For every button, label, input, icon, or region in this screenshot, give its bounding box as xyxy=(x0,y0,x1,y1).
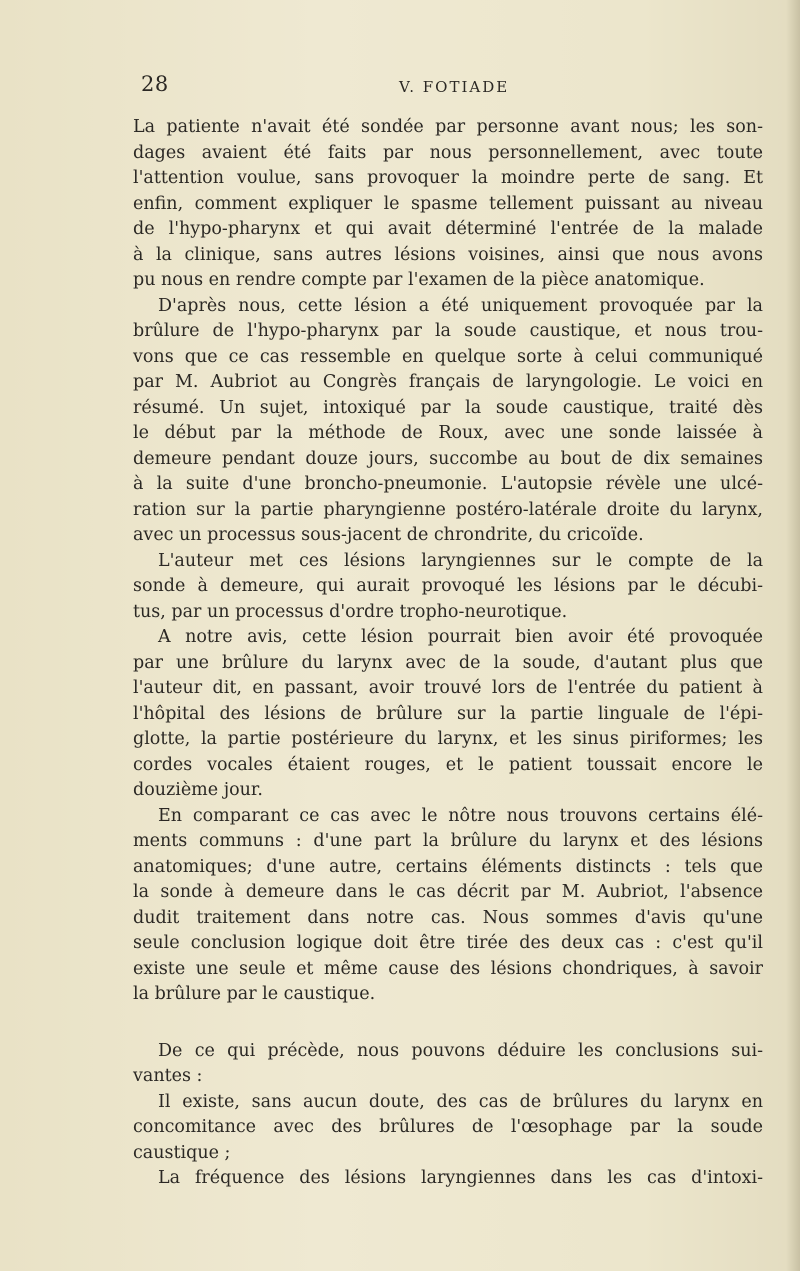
text-line: En comparant ce cas avec le nôtre nous trouvons certains élé- xyxy=(158,805,763,826)
text-line: la sonde à demeure dans le cas décrit par M. Aubriot, l'absence xyxy=(133,882,763,902)
text-line: seule conclusion logique doit être tirée des deux cas : c'est qu'il xyxy=(133,933,763,953)
page-edge-shadow xyxy=(786,0,800,1271)
section-gap xyxy=(133,1008,763,1039)
text-line: demeure pendant douze jours, succombe au bout de dix semaines xyxy=(133,448,763,469)
text-line: résumé. Un sujet, intoxiqué par la soude caustique, traité dès xyxy=(133,397,763,418)
page-number: 28 xyxy=(141,72,169,96)
text-line: La fréquence des lésions laryngiennes dans les cas d'intoxi- xyxy=(158,1168,763,1188)
text-line: concomitance avec des brûlures de l'œsophage par la soude xyxy=(133,1117,763,1137)
text-line: à la suite d'une broncho-pneumonie. L'autopsie révèle une ulcé- xyxy=(133,474,763,494)
text-line: cordes vocales étaient rouges, et le patient toussait encore le xyxy=(133,754,763,775)
running-head: V. FOTIADE xyxy=(399,78,510,96)
text-line: l'hôpital des lésions de brûlure sur la partie linguale de l'épi- xyxy=(133,703,763,724)
text-line: existe une seule et même cause des lésions chondriques, à savoir xyxy=(133,958,763,979)
page-header xyxy=(133,72,773,102)
text-line: douzième jour. xyxy=(133,780,263,800)
text-line: tus, par un processus d'ordre tropho-neurotique. xyxy=(133,601,568,622)
text-line: le début par la méthode de Roux, avec une sonde laissée à xyxy=(133,423,763,443)
paragraph xyxy=(133,1166,763,1192)
text-line: anatomiques; d'une autre, certains éléments distincts : tels que xyxy=(133,856,763,877)
paragraph xyxy=(133,549,763,626)
text-line: ration sur la partie pharyngienne postéro-latérale droite du larynx, xyxy=(133,499,763,520)
text-line: par M. Aubriot au Congrès français de laryngologie. Le voici en xyxy=(133,372,763,392)
text-line: ments communs : d'une part la brûlure du larynx et des lésions xyxy=(133,831,763,851)
paragraph xyxy=(133,625,763,804)
text-line: brûlure de l'hypo-pharynx par la soude caustique, et nous trou- xyxy=(133,321,763,341)
text-line: vons que ce cas ressemble en quelque sorte à celui communiqué xyxy=(133,346,763,367)
text-line: dudit traitement dans notre cas. Nous sommes d'avis qu'une xyxy=(133,907,763,928)
paragraph xyxy=(133,1090,763,1167)
text-line: glotte, la partie postérieure du larynx, et les sinus piriformes; les xyxy=(133,729,763,749)
text-line: De ce qui précède, nous pouvons déduire les conclusions sui- xyxy=(158,1040,763,1061)
paragraph xyxy=(133,804,763,1008)
text-line: D'après nous, cette lésion a été uniquement provoquée par la xyxy=(158,295,763,316)
text-line: L'auteur met ces lésions laryngiennes sur le compte de la xyxy=(158,550,763,571)
text-line: avec un processus sous-jacent de chrondrite, du cricoïde. xyxy=(133,525,644,545)
text-line: sonde à demeure, qui aurait provoqué les lésions par le décubi- xyxy=(133,576,763,596)
text-line: à la clinique, sans autres lésions voisines, ainsi que nous avons xyxy=(133,244,763,265)
text-line: l'auteur dit, en passant, avoir trouvé lors de l'entrée du patient à xyxy=(133,678,763,698)
text-line: par une brûlure du larynx avec de la soude, d'autant plus que xyxy=(133,652,763,673)
paragraph xyxy=(133,294,763,549)
paragraph xyxy=(133,115,763,294)
text-line: enfin, comment expliquer le spasme tellement puissant au niveau xyxy=(133,193,763,214)
text-line: de l'hypo-pharynx et qui avait déterminé l'entrée de la malade xyxy=(133,219,763,239)
paragraph xyxy=(133,1039,763,1090)
text-line: dages avaient été faits par nous personnellement, avec toute xyxy=(133,142,763,163)
text-line: Il existe, sans aucun doute, des cas de brûlures du larynx en xyxy=(158,1091,763,1112)
text-line: la brûlure par le caustique. xyxy=(133,984,376,1004)
text-line: caustique ; xyxy=(133,1142,231,1163)
text-line: vantes : xyxy=(133,1066,203,1086)
text-line: A notre avis, cette lésion pourrait bien avoir été provoquée xyxy=(158,627,763,647)
text-line: pu nous en rendre compte par l'examen de la pièce anatomique. xyxy=(133,270,705,290)
text-line: La patiente n'avait été sondée par personne avant nous; les son- xyxy=(133,117,763,137)
text-line: l'attention voulue, sans provoquer la moindre perte de sang. Et xyxy=(133,168,763,188)
body-text xyxy=(133,115,763,1192)
